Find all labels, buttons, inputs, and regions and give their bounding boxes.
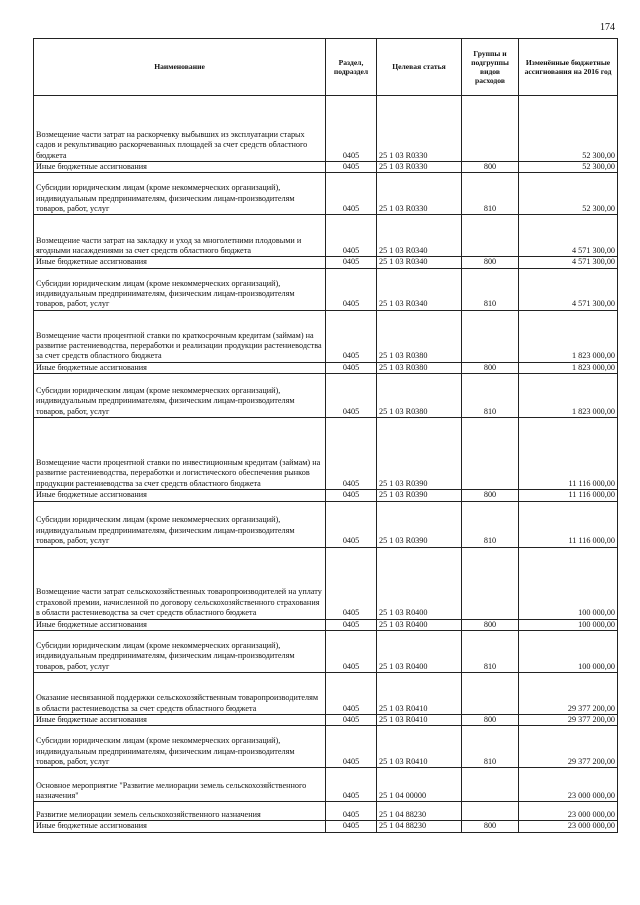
cell-article: 25 1 03 R0400 — [377, 547, 462, 619]
table-row — [34, 490, 618, 501]
cell-amount: 29 377 200,00 — [519, 715, 618, 726]
table-row — [34, 162, 618, 173]
cell-section: 0405 — [326, 726, 377, 768]
cell-section: 0405 — [326, 162, 377, 173]
cell-name: Оказание несвязанной поддержки сельскохозяйственным товаропроизводителям в области растениеводства за счет средств областного бюджета — [34, 673, 326, 715]
cell-amount: 11 116 000,00 — [519, 501, 618, 547]
table-row — [34, 619, 618, 630]
cell-name: Возмещение части затрат на раскорчевку выбывших из эксплуатации старых садов и рекультивацию раскорчеванных площадей за счет средств областного бюджета — [34, 96, 326, 162]
cell-group — [462, 418, 519, 490]
cell-group: 810 — [462, 173, 519, 215]
table-row — [34, 96, 618, 162]
cell-amount: 100 000,00 — [519, 631, 618, 673]
cell-amount: 29 377 200,00 — [519, 673, 618, 715]
cell-name: Возмещение части процентной ставки по краткосрочным кредитам (займам) на развитие растениеводства, переработки и реализации продукции растениеводства за счет средств областного бюджета — [34, 310, 326, 362]
cell-group: 800 — [462, 257, 519, 268]
cell-section: 0405 — [326, 490, 377, 501]
cell-amount: 23 000 000,00 — [519, 802, 618, 821]
cell-name: Субсидии юридическим лицам (кроме некоммерческих организаций), индивидуальным предпринимателям, физическим лицам-производителям товаров, работ, услуг — [34, 631, 326, 673]
cell-article: 25 1 03 R0340 — [377, 257, 462, 268]
cell-section: 0405 — [326, 802, 377, 821]
cell-section: 0405 — [326, 631, 377, 673]
cell-amount: 1 823 000,00 — [519, 362, 618, 373]
table-row — [34, 547, 618, 619]
cell-name: Развитие мелиорации земель сельскохозяйственного назначения — [34, 802, 326, 821]
table-row — [34, 821, 618, 832]
header-section: Раздел, подраздел — [326, 39, 377, 96]
cell-group — [462, 768, 519, 802]
cell-article: 25 1 04 88230 — [377, 802, 462, 821]
cell-amount: 4 571 300,00 — [519, 257, 618, 268]
table-row — [34, 726, 618, 768]
table-row — [34, 310, 618, 362]
page-number: 174 — [600, 22, 615, 33]
cell-article: 25 1 04 00000 — [377, 768, 462, 802]
cell-section: 0405 — [326, 173, 377, 215]
table-row — [34, 715, 618, 726]
cell-section: 0405 — [326, 768, 377, 802]
cell-amount: 11 116 000,00 — [519, 490, 618, 501]
cell-article: 25 1 03 R0380 — [377, 362, 462, 373]
cell-article: 25 1 03 R0400 — [377, 631, 462, 673]
cell-article: 25 1 03 R0400 — [377, 619, 462, 630]
header-article: Целевая статья — [377, 39, 462, 96]
cell-name: Иные бюджетные ассигнования — [34, 715, 326, 726]
table-row — [34, 173, 618, 215]
table-row — [34, 374, 618, 418]
cell-article: 25 1 03 R0340 — [377, 268, 462, 310]
header-name: Наименование — [34, 39, 326, 96]
cell-section: 0405 — [326, 418, 377, 490]
cell-section: 0405 — [326, 96, 377, 162]
table-row — [34, 501, 618, 547]
cell-amount: 23 000 000,00 — [519, 821, 618, 832]
cell-section: 0405 — [326, 673, 377, 715]
cell-group: 810 — [462, 374, 519, 418]
cell-section: 0405 — [326, 362, 377, 373]
cell-section: 0405 — [326, 619, 377, 630]
cell-amount: 1 823 000,00 — [519, 374, 618, 418]
cell-section: 0405 — [326, 268, 377, 310]
cell-group: 810 — [462, 726, 519, 768]
cell-section: 0405 — [326, 310, 377, 362]
cell-amount: 100 000,00 — [519, 619, 618, 630]
cell-name: Иные бюджетные ассигнования — [34, 821, 326, 832]
cell-name: Основное мероприятие "Развитие мелиорации земель сельскохозяйственного назначения" — [34, 768, 326, 802]
cell-name: Субсидии юридическим лицам (кроме некоммерческих организаций), индивидуальным предпринимателям, физическим лицам-производителям товаров, работ, услуг — [34, 374, 326, 418]
cell-article: 25 1 03 R0410 — [377, 715, 462, 726]
cell-article: 25 1 03 R0330 — [377, 173, 462, 215]
cell-group — [462, 673, 519, 715]
cell-group: 800 — [462, 619, 519, 630]
cell-group: 800 — [462, 821, 519, 832]
cell-name: Иные бюджетные ассигнования — [34, 162, 326, 173]
cell-article: 25 1 04 88230 — [377, 821, 462, 832]
cell-name: Иные бюджетные ассигнования — [34, 362, 326, 373]
cell-article: 25 1 03 R0410 — [377, 726, 462, 768]
cell-name: Субсидии юридическим лицам (кроме некоммерческих организаций), индивидуальным предпринимателям, физическим лицам-производителям товаров, работ, услуг — [34, 501, 326, 547]
cell-article: 25 1 03 R0340 — [377, 215, 462, 257]
cell-article: 25 1 03 R0330 — [377, 162, 462, 173]
cell-amount: 52 300,00 — [519, 162, 618, 173]
cell-amount: 52 300,00 — [519, 173, 618, 215]
cell-group: 800 — [462, 162, 519, 173]
cell-name: Иные бюджетные ассигнования — [34, 490, 326, 501]
table-row — [34, 257, 618, 268]
cell-name: Субсидии юридическим лицам (кроме некоммерческих организаций), индивидуальным предпринимателям, физическим лицам-производителям товаров, работ, услуг — [34, 173, 326, 215]
cell-name: Возмещение части процентной ставки по инвестиционным кредитам (займам) на развитие растениеводства, переработки и логистического обеспечения рынков продукции растениеводства за счет средств областного бюджета — [34, 418, 326, 490]
table-row — [34, 802, 618, 821]
cell-group — [462, 310, 519, 362]
table-row — [34, 631, 618, 673]
cell-section: 0405 — [326, 821, 377, 832]
cell-amount: 23 000 000,00 — [519, 768, 618, 802]
budget-table — [33, 38, 618, 833]
cell-name: Субсидии юридическим лицам (кроме некоммерческих организаций), индивидуальным предпринимателям, физическим лицам-производителям товаров, работ, услуг — [34, 726, 326, 768]
cell-amount: 11 116 000,00 — [519, 418, 618, 490]
cell-article: 25 1 03 R0330 — [377, 96, 462, 162]
table-row — [34, 768, 618, 802]
table-row — [34, 673, 618, 715]
cell-section: 0405 — [326, 215, 377, 257]
cell-amount: 52 300,00 — [519, 96, 618, 162]
cell-name: Иные бюджетные ассигнования — [34, 257, 326, 268]
cell-article: 25 1 03 R0390 — [377, 501, 462, 547]
cell-group: 810 — [462, 501, 519, 547]
header-group: Группы и подгруппы видов расходов — [462, 39, 519, 96]
cell-article: 25 1 03 R0410 — [377, 673, 462, 715]
header-amount: Изменённые бюджетные ассигнования на 2016 год — [519, 39, 618, 96]
cell-group — [462, 96, 519, 162]
table-row — [34, 215, 618, 257]
table-row — [34, 362, 618, 373]
cell-group — [462, 547, 519, 619]
cell-group: 810 — [462, 631, 519, 673]
cell-section: 0405 — [326, 501, 377, 547]
cell-group: 800 — [462, 490, 519, 501]
cell-group: 800 — [462, 362, 519, 373]
cell-section: 0405 — [326, 715, 377, 726]
header-row — [34, 39, 618, 96]
table-row — [34, 268, 618, 310]
cell-group: 800 — [462, 715, 519, 726]
cell-amount: 29 377 200,00 — [519, 726, 618, 768]
cell-amount: 4 571 300,00 — [519, 215, 618, 257]
cell-amount: 4 571 300,00 — [519, 268, 618, 310]
cell-section: 0405 — [326, 374, 377, 418]
cell-section: 0405 — [326, 547, 377, 619]
cell-article: 25 1 03 R0390 — [377, 418, 462, 490]
cell-name: Иные бюджетные ассигнования — [34, 619, 326, 630]
cell-name: Субсидии юридическим лицам (кроме некоммерческих организаций), индивидуальным предпринимателям, физическим лицам-производителям товаров, работ, услуг — [34, 268, 326, 310]
cell-article: 25 1 03 R0380 — [377, 310, 462, 362]
cell-group — [462, 802, 519, 821]
cell-article: 25 1 03 R0380 — [377, 374, 462, 418]
cell-amount: 1 823 000,00 — [519, 310, 618, 362]
cell-article: 25 1 03 R0390 — [377, 490, 462, 501]
cell-group — [462, 215, 519, 257]
cell-name: Возмещение части затрат на закладку и уход за многолетними плодовыми и ягодными насаждениями за счет средств областного бюджета — [34, 215, 326, 257]
cell-name: Возмещение части затрат сельскохозяйственных товаропроизводителей на уплату страховой премии, начисленной по договору сельскохозяйственного страхования в области растениеводства за счет средств областного бюджета — [34, 547, 326, 619]
cell-group: 810 — [462, 268, 519, 310]
cell-section: 0405 — [326, 257, 377, 268]
table-row — [34, 418, 618, 490]
cell-amount: 100 000,00 — [519, 547, 618, 619]
